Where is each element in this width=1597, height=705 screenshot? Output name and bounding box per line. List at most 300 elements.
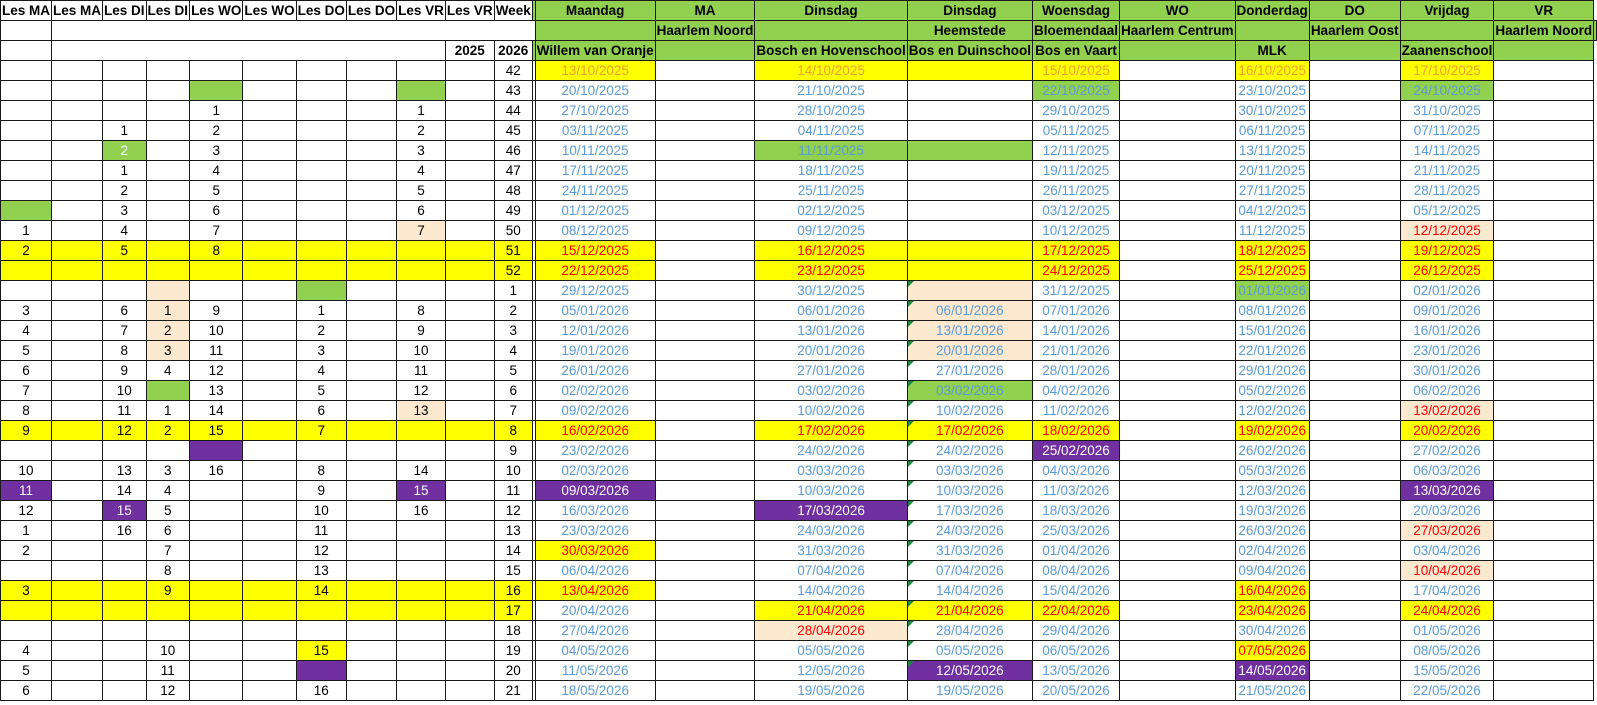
date-cell[interactable]: 24/02/2026 bbox=[755, 441, 907, 461]
lesson-number-cell[interactable]: 3 bbox=[146, 341, 190, 361]
date-cell[interactable] bbox=[1309, 461, 1400, 481]
date-cell[interactable] bbox=[1494, 121, 1594, 141]
lesson-number-cell[interactable] bbox=[296, 281, 346, 301]
date-cell[interactable]: 10/12/2025 bbox=[1032, 221, 1119, 241]
day-header-9[interactable]: VR bbox=[1494, 1, 1594, 21]
date-cell[interactable] bbox=[1120, 221, 1236, 241]
date-cell[interactable]: 17/11/2025 bbox=[535, 161, 655, 181]
lesson-number-cell[interactable]: 7 bbox=[190, 221, 243, 241]
lesson-number-cell[interactable]: 10 bbox=[103, 381, 147, 401]
lesson-number-cell[interactable] bbox=[52, 241, 103, 261]
date-cell[interactable]: 22/12/2025 bbox=[535, 261, 655, 281]
lesson-number-cell[interactable] bbox=[1, 141, 52, 161]
lesson-number-cell[interactable]: 12 bbox=[103, 421, 147, 441]
lesson-number-cell[interactable] bbox=[52, 341, 103, 361]
lesson-number-cell[interactable] bbox=[103, 641, 147, 661]
lesson-number-cell[interactable] bbox=[346, 261, 396, 281]
date-cell[interactable] bbox=[1120, 681, 1236, 701]
date-cell[interactable] bbox=[1494, 321, 1594, 341]
date-cell[interactable]: 05/12/2025 bbox=[1400, 201, 1494, 221]
lesson-number-cell[interactable]: 3 bbox=[103, 201, 147, 221]
date-cell[interactable] bbox=[1309, 361, 1400, 381]
date-cell[interactable]: 24/03/2026 bbox=[907, 521, 1032, 541]
date-cell[interactable] bbox=[1494, 141, 1594, 161]
date-cell[interactable]: 06/01/2026 bbox=[907, 301, 1032, 321]
lesson-number-cell[interactable] bbox=[1, 601, 52, 621]
date-cell[interactable]: 29/04/2026 bbox=[1032, 621, 1119, 641]
week-number[interactable]: 4 bbox=[494, 341, 532, 361]
date-cell[interactable]: 10/04/2026 bbox=[1400, 561, 1494, 581]
lesson-number-cell[interactable] bbox=[52, 261, 103, 281]
date-cell[interactable]: 16/12/2025 bbox=[755, 241, 907, 261]
date-cell[interactable]: 04/02/2026 bbox=[1032, 381, 1119, 401]
date-cell[interactable]: 13/11/2025 bbox=[1235, 141, 1309, 161]
lesson-number-cell[interactable] bbox=[445, 481, 494, 501]
lesson-number-cell[interactable] bbox=[445, 661, 494, 681]
date-cell[interactable]: 03/02/2026 bbox=[907, 381, 1032, 401]
lesson-number-cell[interactable] bbox=[52, 581, 103, 601]
lesson-number-cell[interactable] bbox=[243, 461, 296, 481]
date-cell[interactable]: 20/03/2026 bbox=[1400, 501, 1494, 521]
week-number[interactable]: 42 bbox=[494, 61, 532, 81]
date-cell[interactable] bbox=[1309, 661, 1400, 681]
date-cell[interactable] bbox=[907, 181, 1032, 201]
date-cell[interactable] bbox=[1309, 521, 1400, 541]
lesson-number-cell[interactable] bbox=[397, 81, 446, 101]
lesson-number-cell[interactable] bbox=[397, 441, 446, 461]
day-header-2[interactable]: Dinsdag bbox=[755, 1, 907, 21]
week-number[interactable]: 3 bbox=[494, 321, 532, 341]
date-cell[interactable]: 13/04/2026 bbox=[535, 581, 655, 601]
date-cell[interactable]: 25/03/2026 bbox=[1032, 521, 1119, 541]
date-cell[interactable]: 18/12/2025 bbox=[1235, 241, 1309, 261]
les-header-4[interactable]: Les WO bbox=[190, 1, 243, 21]
date-cell[interactable]: 24/10/2025 bbox=[1400, 81, 1494, 101]
lesson-number-cell[interactable]: 7 bbox=[397, 221, 446, 241]
date-cell[interactable]: 05/01/2026 bbox=[535, 301, 655, 321]
lesson-number-cell[interactable] bbox=[346, 381, 396, 401]
lesson-number-cell[interactable] bbox=[190, 501, 243, 521]
date-cell[interactable]: 10/03/2026 bbox=[755, 481, 907, 501]
date-cell[interactable]: 31/03/2026 bbox=[755, 541, 907, 561]
lesson-number-cell[interactable] bbox=[1, 121, 52, 141]
date-cell[interactable]: 19/05/2026 bbox=[755, 681, 907, 701]
date-cell[interactable] bbox=[655, 521, 755, 541]
lesson-number-cell[interactable] bbox=[445, 621, 494, 641]
lesson-number-cell[interactable] bbox=[445, 221, 494, 241]
school-header-4[interactable]: Bos en Vaart bbox=[1032, 41, 1119, 61]
week-number[interactable]: 19 bbox=[494, 641, 532, 661]
lesson-number-cell[interactable]: 5 bbox=[146, 501, 190, 521]
school-header-9[interactable] bbox=[1494, 41, 1594, 61]
lesson-number-cell[interactable] bbox=[397, 241, 446, 261]
lesson-number-cell[interactable]: 4 bbox=[397, 161, 446, 181]
lesson-number-cell[interactable] bbox=[346, 241, 396, 261]
lesson-number-cell[interactable] bbox=[52, 681, 103, 701]
lesson-number-cell[interactable] bbox=[103, 601, 147, 621]
lesson-number-cell[interactable] bbox=[1, 201, 52, 221]
lesson-number-cell[interactable] bbox=[1, 81, 52, 101]
date-cell[interactable]: 13/01/2026 bbox=[755, 321, 907, 341]
lesson-number-cell[interactable] bbox=[296, 621, 346, 641]
date-cell[interactable] bbox=[1120, 81, 1236, 101]
lesson-number-cell[interactable] bbox=[346, 221, 396, 241]
lesson-number-cell[interactable]: 1 bbox=[146, 401, 190, 421]
lesson-number-cell[interactable] bbox=[146, 441, 190, 461]
lesson-number-cell[interactable]: 4 bbox=[146, 481, 190, 501]
lesson-number-cell[interactable] bbox=[243, 221, 296, 241]
lesson-number-cell[interactable]: 13 bbox=[103, 461, 147, 481]
date-cell[interactable]: 10/11/2025 bbox=[535, 141, 655, 161]
lesson-number-cell[interactable]: 8 bbox=[397, 301, 446, 321]
date-cell[interactable] bbox=[1494, 561, 1594, 581]
les-header-1[interactable]: Les MA bbox=[52, 1, 103, 21]
date-cell[interactable]: 21/11/2025 bbox=[1400, 161, 1494, 181]
date-cell[interactable] bbox=[1120, 261, 1236, 281]
date-cell[interactable]: 01/12/2025 bbox=[535, 201, 655, 221]
date-cell[interactable]: 15/12/2025 bbox=[535, 241, 655, 261]
lesson-number-cell[interactable]: 11 bbox=[296, 521, 346, 541]
date-cell[interactable]: 31/12/2025 bbox=[1032, 281, 1119, 301]
lesson-number-cell[interactable]: 11 bbox=[397, 361, 446, 381]
date-cell[interactable] bbox=[1120, 601, 1236, 621]
lesson-number-cell[interactable] bbox=[1, 101, 52, 121]
date-cell[interactable]: 28/04/2026 bbox=[907, 621, 1032, 641]
lesson-number-cell[interactable] bbox=[243, 121, 296, 141]
lesson-number-cell[interactable]: 4 bbox=[296, 361, 346, 381]
lesson-number-cell[interactable] bbox=[103, 561, 147, 581]
lesson-number-cell[interactable] bbox=[146, 101, 190, 121]
lesson-number-cell[interactable] bbox=[103, 101, 147, 121]
lesson-number-cell[interactable]: 1 bbox=[146, 301, 190, 321]
school-header-7[interactable] bbox=[1309, 41, 1400, 61]
lesson-number-cell[interactable] bbox=[146, 81, 190, 101]
date-cell[interactable] bbox=[655, 201, 755, 221]
date-cell[interactable] bbox=[655, 681, 755, 701]
lesson-number-cell[interactable]: 6 bbox=[103, 301, 147, 321]
date-cell[interactable]: 18/03/2026 bbox=[1032, 501, 1119, 521]
date-cell[interactable]: 23/10/2025 bbox=[1235, 81, 1309, 101]
lesson-number-cell[interactable] bbox=[445, 301, 494, 321]
date-cell[interactable]: 05/05/2026 bbox=[907, 641, 1032, 661]
lesson-number-cell[interactable]: 5 bbox=[190, 181, 243, 201]
week-number[interactable]: 9 bbox=[494, 441, 532, 461]
city-header-6[interactable]: Haarlem Oost bbox=[1309, 21, 1400, 41]
lesson-number-cell[interactable] bbox=[103, 281, 147, 301]
date-cell[interactable] bbox=[1494, 641, 1594, 661]
date-cell[interactable] bbox=[655, 81, 755, 101]
city-header-8[interactable]: Haarlem Noord bbox=[1494, 21, 1594, 41]
week-number[interactable]: 8 bbox=[494, 421, 532, 441]
lesson-number-cell[interactable] bbox=[346, 301, 396, 321]
lesson-number-cell[interactable]: 8 bbox=[296, 461, 346, 481]
lesson-number-cell[interactable]: 2 bbox=[103, 141, 147, 161]
date-cell[interactable]: 20/10/2025 bbox=[535, 81, 655, 101]
lesson-number-cell[interactable] bbox=[296, 101, 346, 121]
date-cell[interactable]: 22/04/2026 bbox=[1032, 601, 1119, 621]
date-cell[interactable] bbox=[1309, 321, 1400, 341]
date-cell[interactable] bbox=[1309, 161, 1400, 181]
lesson-number-cell[interactable] bbox=[445, 321, 494, 341]
lesson-number-cell[interactable] bbox=[346, 361, 396, 381]
date-cell[interactable]: 12/12/2025 bbox=[1400, 221, 1494, 241]
lesson-number-cell[interactable] bbox=[1, 441, 52, 461]
date-cell[interactable]: 15/01/2026 bbox=[1235, 321, 1309, 341]
lesson-number-cell[interactable]: 5 bbox=[1, 661, 52, 681]
lesson-number-cell[interactable] bbox=[346, 561, 396, 581]
lesson-number-cell[interactable] bbox=[346, 101, 396, 121]
date-cell[interactable]: 30/04/2026 bbox=[1235, 621, 1309, 641]
blank-merged-cell[interactable] bbox=[52, 41, 446, 61]
date-cell[interactable] bbox=[1494, 601, 1594, 621]
date-cell[interactable]: 14/01/2026 bbox=[1032, 321, 1119, 341]
date-cell[interactable]: 14/05/2026 bbox=[1235, 661, 1309, 681]
date-cell[interactable]: 03/12/2025 bbox=[1032, 201, 1119, 221]
lesson-number-cell[interactable]: 9 bbox=[296, 481, 346, 501]
lesson-number-cell[interactable] bbox=[103, 441, 147, 461]
lesson-number-cell[interactable]: 9 bbox=[146, 581, 190, 601]
date-cell[interactable] bbox=[1120, 541, 1236, 561]
lesson-number-cell[interactable]: 8 bbox=[190, 241, 243, 261]
lesson-number-cell[interactable] bbox=[103, 681, 147, 701]
lesson-number-cell[interactable] bbox=[146, 121, 190, 141]
date-cell[interactable]: 21/04/2026 bbox=[755, 601, 907, 621]
date-cell[interactable] bbox=[1309, 541, 1400, 561]
lesson-number-cell[interactable] bbox=[445, 681, 494, 701]
lesson-number-cell[interactable] bbox=[103, 61, 147, 81]
lesson-number-cell[interactable]: 3 bbox=[146, 461, 190, 481]
spacer-cell[interactable] bbox=[535, 21, 655, 41]
lesson-number-cell[interactable] bbox=[397, 641, 446, 661]
date-cell[interactable]: 11/05/2026 bbox=[535, 661, 655, 681]
lesson-number-cell[interactable] bbox=[52, 461, 103, 481]
date-cell[interactable] bbox=[1309, 441, 1400, 461]
lesson-number-cell[interactable] bbox=[190, 541, 243, 561]
week-number[interactable]: 16 bbox=[494, 581, 532, 601]
date-cell[interactable]: 19/03/2026 bbox=[1235, 501, 1309, 521]
date-cell[interactable]: 02/03/2026 bbox=[535, 461, 655, 481]
lesson-number-cell[interactable] bbox=[146, 201, 190, 221]
lesson-number-cell[interactable]: 8 bbox=[1, 401, 52, 421]
lesson-number-cell[interactable] bbox=[52, 161, 103, 181]
date-cell[interactable] bbox=[1309, 581, 1400, 601]
date-cell[interactable] bbox=[1494, 221, 1594, 241]
lesson-number-cell[interactable] bbox=[445, 641, 494, 661]
lesson-number-cell[interactable] bbox=[1, 561, 52, 581]
date-cell[interactable]: 05/05/2026 bbox=[755, 641, 907, 661]
school-header-0[interactable]: Willem van Oranje bbox=[535, 41, 655, 61]
day-header-4[interactable]: Woensdag bbox=[1032, 1, 1119, 21]
date-cell[interactable] bbox=[655, 141, 755, 161]
lesson-number-cell[interactable] bbox=[52, 541, 103, 561]
day-header-7[interactable]: DO bbox=[1309, 1, 1400, 21]
date-cell[interactable]: 09/03/2026 bbox=[535, 481, 655, 501]
lesson-number-cell[interactable] bbox=[346, 141, 396, 161]
lesson-number-cell[interactable] bbox=[445, 201, 494, 221]
lesson-number-cell[interactable] bbox=[397, 61, 446, 81]
date-cell[interactable]: 03/02/2026 bbox=[755, 381, 907, 401]
date-cell[interactable] bbox=[655, 121, 755, 141]
lesson-number-cell[interactable]: 16 bbox=[103, 521, 147, 541]
week-number[interactable]: 11 bbox=[494, 481, 532, 501]
date-cell[interactable] bbox=[1120, 61, 1236, 81]
lesson-number-cell[interactable] bbox=[103, 581, 147, 601]
date-cell[interactable]: 26/03/2026 bbox=[1235, 521, 1309, 541]
date-cell[interactable]: 24/12/2025 bbox=[1032, 261, 1119, 281]
les-header-8[interactable]: Les VR bbox=[397, 1, 446, 21]
date-cell[interactable] bbox=[1494, 501, 1594, 521]
date-cell[interactable] bbox=[655, 301, 755, 321]
date-cell[interactable]: 21/04/2026 bbox=[907, 601, 1032, 621]
day-header-8[interactable]: Vrijdag bbox=[1400, 1, 1494, 21]
lesson-number-cell[interactable]: 2 bbox=[103, 181, 147, 201]
week-number[interactable]: 5 bbox=[494, 361, 532, 381]
lesson-number-cell[interactable]: 8 bbox=[146, 561, 190, 581]
lesson-number-cell[interactable]: 13 bbox=[397, 401, 446, 421]
lesson-number-cell[interactable] bbox=[243, 401, 296, 421]
date-cell[interactable] bbox=[907, 201, 1032, 221]
date-cell[interactable]: 21/05/2026 bbox=[1235, 681, 1309, 701]
lesson-number-cell[interactable] bbox=[52, 121, 103, 141]
lesson-number-cell[interactable] bbox=[243, 541, 296, 561]
lesson-number-cell[interactable] bbox=[346, 421, 396, 441]
date-cell[interactable] bbox=[655, 461, 755, 481]
date-cell[interactable]: 30/03/2026 bbox=[535, 541, 655, 561]
lesson-number-cell[interactable] bbox=[397, 621, 446, 641]
lesson-number-cell[interactable] bbox=[243, 481, 296, 501]
city-header-0[interactable]: Haarlem Noord bbox=[655, 21, 755, 41]
lesson-number-cell[interactable] bbox=[190, 281, 243, 301]
date-cell[interactable] bbox=[1120, 241, 1236, 261]
week-number[interactable]: 1 bbox=[494, 281, 532, 301]
date-cell[interactable]: 27/03/2026 bbox=[1400, 521, 1494, 541]
lesson-number-cell[interactable]: 12 bbox=[146, 681, 190, 701]
date-cell[interactable]: 18/05/2026 bbox=[535, 681, 655, 701]
date-cell[interactable] bbox=[1309, 81, 1400, 101]
date-cell[interactable]: 19/05/2026 bbox=[907, 681, 1032, 701]
lesson-number-cell[interactable] bbox=[296, 261, 346, 281]
date-cell[interactable] bbox=[1120, 621, 1236, 641]
date-cell[interactable]: 26/12/2025 bbox=[1400, 261, 1494, 281]
lesson-number-cell[interactable]: 4 bbox=[103, 221, 147, 241]
week-header[interactable]: Week bbox=[494, 1, 532, 21]
lesson-number-cell[interactable] bbox=[190, 561, 243, 581]
date-cell[interactable]: 20/11/2025 bbox=[1235, 161, 1309, 181]
date-cell[interactable] bbox=[655, 541, 755, 561]
lesson-number-cell[interactable]: 16 bbox=[296, 681, 346, 701]
date-cell[interactable]: 22/10/2025 bbox=[1032, 81, 1119, 101]
lesson-number-cell[interactable] bbox=[103, 541, 147, 561]
lesson-number-cell[interactable]: 3 bbox=[296, 341, 346, 361]
date-cell[interactable]: 08/01/2026 bbox=[1235, 301, 1309, 321]
date-cell[interactable]: 02/12/2025 bbox=[755, 201, 907, 221]
city-header-4[interactable]: Haarlem Centrum bbox=[1120, 21, 1236, 41]
date-cell[interactable] bbox=[655, 561, 755, 581]
date-cell[interactable] bbox=[1120, 501, 1236, 521]
lesson-number-cell[interactable]: 10 bbox=[397, 341, 446, 361]
lesson-number-cell[interactable] bbox=[397, 581, 446, 601]
date-cell[interactable]: 03/03/2026 bbox=[907, 461, 1032, 481]
date-cell[interactable] bbox=[1309, 181, 1400, 201]
lesson-number-cell[interactable] bbox=[52, 381, 103, 401]
school-header-2[interactable]: Bosch en Hovenschool bbox=[755, 41, 907, 61]
date-cell[interactable] bbox=[655, 481, 755, 501]
date-cell[interactable]: 17/10/2025 bbox=[1400, 61, 1494, 81]
date-cell[interactable] bbox=[1494, 101, 1594, 121]
lesson-number-cell[interactable] bbox=[296, 61, 346, 81]
date-cell[interactable] bbox=[907, 281, 1032, 301]
lesson-number-cell[interactable] bbox=[1, 621, 52, 641]
date-cell[interactable] bbox=[1309, 261, 1400, 281]
date-cell[interactable] bbox=[655, 581, 755, 601]
lesson-number-cell[interactable]: 7 bbox=[146, 541, 190, 561]
lesson-number-cell[interactable] bbox=[52, 321, 103, 341]
date-cell[interactable]: 13/05/2026 bbox=[1032, 661, 1119, 681]
date-cell[interactable] bbox=[1309, 501, 1400, 521]
date-cell[interactable] bbox=[655, 241, 755, 261]
date-cell[interactable]: 19/01/2026 bbox=[535, 341, 655, 361]
lesson-number-cell[interactable] bbox=[346, 581, 396, 601]
lesson-number-cell[interactable] bbox=[243, 241, 296, 261]
lesson-number-cell[interactable] bbox=[243, 341, 296, 361]
date-cell[interactable]: 22/01/2026 bbox=[1235, 341, 1309, 361]
date-cell[interactable]: 17/03/2026 bbox=[907, 501, 1032, 521]
lesson-number-cell[interactable]: 8 bbox=[103, 341, 147, 361]
lesson-number-cell[interactable] bbox=[445, 181, 494, 201]
lesson-number-cell[interactable] bbox=[243, 301, 296, 321]
lesson-number-cell[interactable]: 3 bbox=[397, 141, 446, 161]
date-cell[interactable]: 04/11/2025 bbox=[755, 121, 907, 141]
date-cell[interactable]: 05/02/2026 bbox=[1235, 381, 1309, 401]
date-cell[interactable] bbox=[907, 141, 1032, 161]
lesson-number-cell[interactable]: 16 bbox=[397, 501, 446, 521]
les-header-2[interactable]: Les DI bbox=[103, 1, 147, 21]
date-cell[interactable]: 13/01/2026 bbox=[907, 321, 1032, 341]
date-cell[interactable]: 19/12/2025 bbox=[1400, 241, 1494, 261]
week-number[interactable]: 47 bbox=[494, 161, 532, 181]
week-number[interactable]: 50 bbox=[494, 221, 532, 241]
date-cell[interactable]: 19/11/2025 bbox=[1032, 161, 1119, 181]
date-cell[interactable] bbox=[1494, 241, 1594, 261]
date-cell[interactable] bbox=[655, 341, 755, 361]
lesson-number-cell[interactable] bbox=[243, 521, 296, 541]
date-cell[interactable] bbox=[1494, 161, 1594, 181]
date-cell[interactable]: 03/04/2026 bbox=[1400, 541, 1494, 561]
date-cell[interactable]: 28/01/2026 bbox=[1032, 361, 1119, 381]
date-cell[interactable]: 23/02/2026 bbox=[535, 441, 655, 461]
date-cell[interactable] bbox=[1309, 221, 1400, 241]
date-cell[interactable]: 20/05/2026 bbox=[1032, 681, 1119, 701]
date-cell[interactable]: 24/11/2025 bbox=[535, 181, 655, 201]
date-cell[interactable] bbox=[1309, 61, 1400, 81]
date-cell[interactable] bbox=[1494, 341, 1594, 361]
date-cell[interactable] bbox=[907, 101, 1032, 121]
date-cell[interactable]: 05/03/2026 bbox=[1235, 461, 1309, 481]
date-cell[interactable]: 18/02/2026 bbox=[1032, 421, 1119, 441]
date-cell[interactable] bbox=[655, 221, 755, 241]
date-cell[interactable]: 11/03/2026 bbox=[1032, 481, 1119, 501]
lesson-number-cell[interactable] bbox=[243, 281, 296, 301]
lesson-number-cell[interactable]: 3 bbox=[1, 581, 52, 601]
lesson-number-cell[interactable] bbox=[190, 481, 243, 501]
lesson-number-cell[interactable]: 5 bbox=[397, 181, 446, 201]
date-cell[interactable] bbox=[1120, 361, 1236, 381]
lesson-number-cell[interactable] bbox=[1, 261, 52, 281]
lesson-number-cell[interactable] bbox=[445, 101, 494, 121]
lesson-number-cell[interactable] bbox=[445, 121, 494, 141]
lesson-number-cell[interactable] bbox=[397, 521, 446, 541]
lesson-number-cell[interactable] bbox=[243, 81, 296, 101]
